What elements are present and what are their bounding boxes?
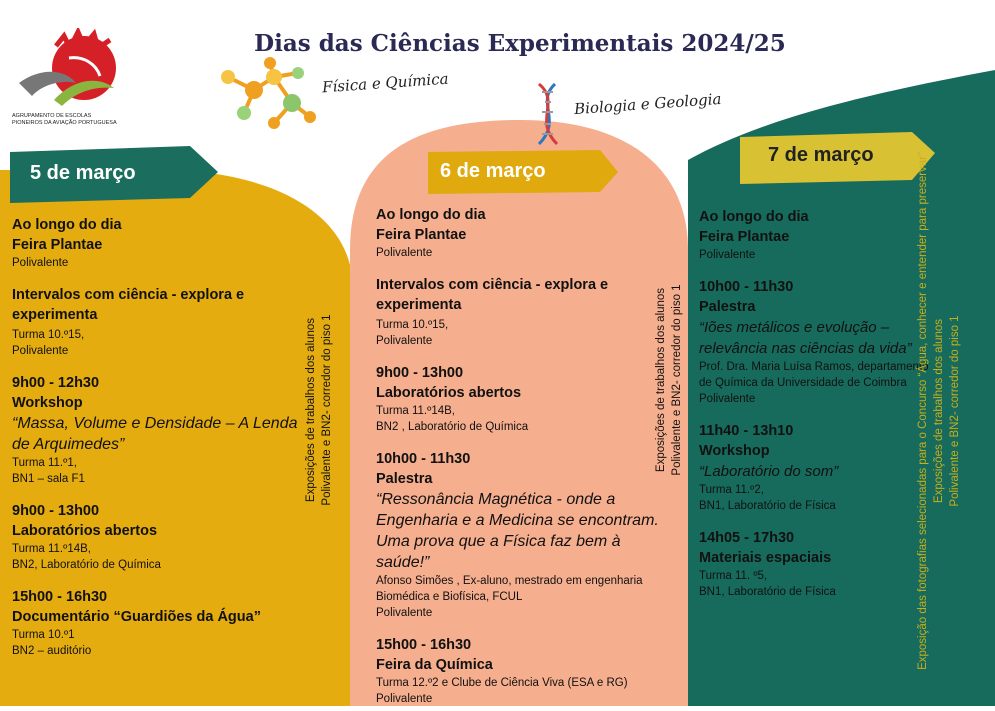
molecule-icon	[212, 55, 322, 135]
page-title: Dias das Ciências Experimentais 2024/25	[254, 30, 786, 57]
event-title: Intervalos com ciência - explora e experimenta	[12, 287, 245, 323]
event-detail: Turma 11.º1,	[12, 457, 77, 469]
day2-side-note	[653, 230, 687, 530]
event-item	[699, 421, 939, 514]
side-note-line: Polivalente e BN2- corredor do piso 1	[321, 314, 333, 506]
subject-biology-geology: Biologia e Geologia	[573, 89, 722, 119]
event-detail: Turma 11.º14B,	[376, 405, 455, 417]
side-note-line: Exposições de trabalhos dos alunos	[655, 287, 667, 473]
event-title: Feira Plantae	[12, 237, 103, 253]
event-item	[376, 205, 661, 261]
event-detail: BN2 – auditório	[12, 645, 92, 657]
event-title: Palestra	[699, 299, 756, 315]
event-time: 10h00 - 11h30	[699, 279, 794, 295]
day1-date: 5 de março	[30, 162, 136, 184]
event-item	[699, 528, 939, 600]
event-time: 9h00 - 12h30	[12, 375, 100, 391]
event-item	[12, 587, 302, 659]
event-title: Intervalos com ciência - explora e experimenta	[376, 277, 609, 313]
event-detail: Polivalente	[699, 393, 756, 405]
side-note-line: Exposição das fotografias selecionadas para o Concurso “Água, conhecer e entender para preservar”	[917, 152, 929, 670]
event-title: Documentário “Guardiões da Água”	[12, 609, 261, 625]
event-item	[376, 449, 661, 621]
event-item	[12, 285, 302, 359]
event-title: Feira Plantae	[376, 227, 467, 243]
event-time: 9h00 - 13h00	[376, 365, 464, 381]
event-title: Laboratórios abertos	[12, 523, 158, 539]
event-title: Materiais espaciais	[699, 550, 832, 566]
event-detail: BN1, Laboratório de Física	[699, 500, 836, 512]
event-detail: Polivalente	[376, 607, 433, 619]
event-detail: Turma 11.º2,	[699, 484, 764, 496]
event-description: “Iões metálicos e evolução – relevância nas ciências da vida”	[699, 319, 912, 357]
event-time: 11h40 - 13h10	[699, 423, 794, 439]
event-item	[12, 215, 302, 271]
event-time: 15h00 - 16h30	[12, 589, 108, 605]
event-detail: BN1 – sala F1	[12, 473, 85, 485]
event-time: 15h00 - 16h30	[376, 637, 472, 653]
event-detail: Turma 12.º2 e Clube de Ciência Viva (ESA e RG)	[376, 677, 628, 689]
event-title: Feira Plantae	[699, 229, 790, 245]
event-detail: Polivalente	[12, 345, 69, 357]
side-note-line: Exposições de trabalhos dos alunos	[933, 318, 945, 504]
day3-schedule	[699, 207, 939, 600]
day1-side-note	[303, 260, 337, 560]
day2-date: 6 de março	[440, 160, 546, 182]
event-title: Feira da Química	[376, 657, 493, 673]
event-detail: Afonso Simões , Ex-aluno, mestrado em engenharia Biomédica e Biofísica, FCUL	[376, 575, 643, 603]
event-title: Workshop	[12, 395, 83, 411]
event-item	[699, 207, 939, 263]
day3-side-note	[915, 111, 965, 711]
event-item	[376, 275, 661, 349]
event-item	[699, 277, 939, 407]
event-title: Workshop	[699, 443, 770, 459]
event-time: 9h00 - 13h00	[12, 503, 100, 519]
logo-line-1: AGRUPAMENTO DE ESCOLAS	[12, 113, 92, 119]
event-time: Ao longo do dia	[12, 217, 122, 233]
event-detail: Polivalente	[12, 257, 69, 269]
event-detail: Turma 10.º1	[12, 629, 75, 641]
event-item	[12, 373, 302, 487]
event-description: “Ressonância Magnética - onde a Engenharia e a Medicina se encontram. Uma prova que a Física faz bem à saúde!”	[376, 491, 659, 571]
event-detail: Polivalente	[376, 693, 433, 705]
event-detail: BN2 , Laboratório de Química	[376, 421, 529, 433]
event-detail: Turma 10.º15,	[12, 329, 85, 341]
day2-schedule	[376, 205, 661, 707]
event-time: Ao longo do dia	[699, 209, 809, 225]
event-time: Ao longo do dia	[376, 207, 486, 223]
event-detail: BN1, Laboratório de Física	[699, 586, 836, 598]
side-note-line: Exposições de trabalhos dos alunos	[305, 317, 317, 503]
event-time: 10h00 - 11h30	[376, 451, 471, 467]
event-detail: Polivalente	[376, 335, 433, 347]
event-description: “Massa, Volume e Densidade – A Lenda de Arquimedes”	[12, 415, 298, 453]
event-detail: Turma 11.º14B,	[12, 543, 91, 555]
event-detail: Polivalente	[376, 247, 433, 259]
event-detail: Turma 10.º15,	[376, 319, 449, 331]
logo-caption	[12, 113, 117, 127]
event-detail: Turma 11. º5,	[699, 570, 768, 582]
subject-physics-chemistry: Física e Química	[321, 69, 450, 97]
event-title: Palestra	[376, 471, 433, 487]
event-item	[376, 363, 661, 435]
event-title: Laboratórios abertos	[376, 385, 522, 401]
event-item	[376, 635, 661, 707]
event-detail: Prof. Dra. Maria Luísa Ramos, departamento de Química da Universidade de Coimbra	[699, 361, 929, 389]
logo-line-2: PIONEIROS DA AVIAÇÃO PORTUGUESA	[12, 120, 117, 126]
side-note-line: Polivalente e BN2- corredor do piso 1	[949, 315, 961, 507]
day3-date: 7 de março	[768, 144, 874, 166]
dna-icon	[525, 82, 570, 147]
day1-schedule	[12, 215, 302, 659]
side-note-line: Polivalente e BN2- corredor do piso 1	[671, 284, 683, 476]
event-detail: Polivalente	[699, 249, 756, 261]
event-description: “Laboratório do som”	[699, 463, 839, 480]
event-time: 14h05 - 17h30	[699, 530, 795, 546]
event-detail: BN2, Laboratório de Química	[12, 559, 161, 571]
event-item	[12, 501, 302, 573]
